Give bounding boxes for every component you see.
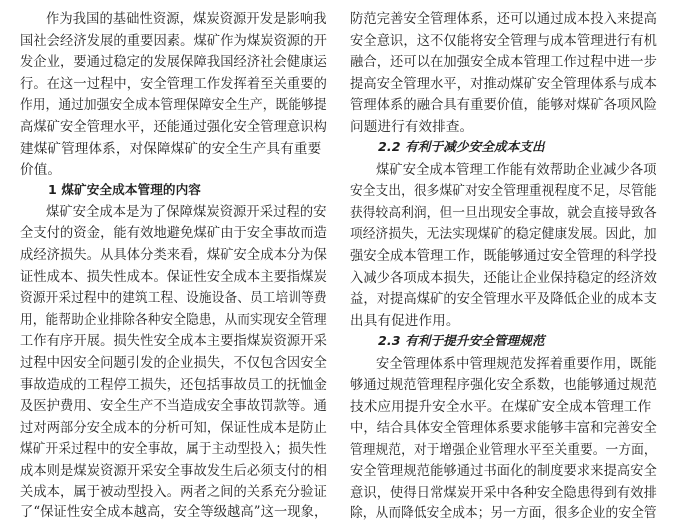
paragraph-line: 过程中因安全问题引发的企业损失，不仅包含因安全	[20, 355, 327, 371]
paragraph-line: 益，对提高煤矿的安全管理水平及降低企业的成本支	[350, 291, 657, 307]
paragraph-line: 融合，还可以在加强安全成本管理工作过程中进一步	[350, 54, 657, 70]
paragraph-line: 全支付的资金，能有效地避免煤矿由于安全事故而造	[20, 225, 327, 241]
paragraph-line: 过对两部分安全成本的分析可知，保证性成本是防止	[20, 420, 327, 436]
section-heading-2-2: 2.2 有利于减少安全成本支出	[378, 139, 545, 154]
paragraph-line: 价值。	[20, 162, 62, 178]
paragraph-line: 入减少各项成本损失，还能让企业保持稳定的经济效	[350, 270, 657, 286]
paragraph-line: 意识，使得日常煤炭开采中各种安全隐患得到有效排	[350, 485, 657, 501]
paragraph-line: 煤矿开采过程中的安全事故，属于主动型投入；损失性	[20, 441, 327, 457]
paragraph-line: 出具有促进作用。	[350, 313, 460, 329]
paragraph-line: 够通过规范管理程序强化安全系数，也能够通过规范	[350, 377, 657, 393]
paragraph-line: 及医护费用、安全生产不当造成安全事故罚款等。通	[20, 398, 327, 414]
paragraph-line: 项经济损失，无法实现煤矿的稳定健康发展。因此，加	[350, 226, 657, 242]
paragraph-line: 安全管理规范能够通过书面化的制度要求来提高安全	[350, 463, 657, 479]
paragraph-line: 管理体系的融合具有重要价值，能够对煤矿各项风险	[350, 97, 657, 113]
paragraph-line: 用，能帮助企业排除各种安全隐患，从而实现安全管理	[20, 312, 327, 328]
paragraph-line: 事故造成的工程停工损失，还包括事故员工的抚恤金	[20, 377, 327, 393]
paragraph-line: 作为我国的基础性资源，煤炭资源开发是影响我	[46, 11, 327, 27]
paragraph-line: 煤矿安全成本是为了保障煤炭资源开采过程的安	[46, 204, 327, 220]
paragraph-line: 成本则是煤炭资源开采安全事故发生后必须支付的相	[20, 463, 327, 479]
paragraph-line: 除，从而降低安全成本；另一方面，很多企业的安全管	[350, 505, 657, 521]
paragraph-line: 安全意识，这不仅能将安全管理与成本管理进行有机	[350, 33, 657, 49]
paragraph-line: 作用，通过加强安全成本管理保障安全生产，既能够提	[20, 97, 327, 113]
paragraph-line: 建煤矿管理体系，对保障煤矿的安全生产具有重要	[20, 141, 322, 157]
paragraph-line: 防范完善安全管理体系，还可以通过成本投入来提高	[350, 11, 657, 27]
paragraph-line: 安全支出，很多煤矿对安全管理重视程度不足，尽管能	[350, 183, 657, 199]
paragraph-line: 了“保证性安全成本越高，安全等级越高”这一现象，	[20, 504, 328, 520]
paragraph-line: 国社会经济发展的重要因素。煤矿作为煤炭资源的开	[20, 33, 327, 49]
paragraph-line: 中，结合具体安全管理体系要求能够丰富和完善安全	[350, 420, 657, 436]
paragraph-line: 管理规范，对于增强企业管理水平至关重要。一方面，	[350, 442, 657, 458]
paragraph-line: 证性成本、损失性成本。保证性安全成本主要指煤炭	[20, 269, 327, 285]
paragraph-line: 安全管理体系中管理规范发挥着重要作用，既能	[376, 356, 657, 372]
paragraph-line: 提高安全管理水平，对推动煤矿安全管理体系与成本	[350, 76, 657, 92]
paragraph-line: 技术应用提升安全水平。在煤矿安全成本管理工作	[350, 399, 652, 415]
paragraph-line: 发企业，要通过稳定的发展保障我国经济社会健康运	[20, 54, 327, 70]
section-heading-1: 1 煤矿安全成本管理的内容	[48, 182, 201, 197]
paragraph-line: 成经济损失。从具体分类来看，煤矿安全成本分为保	[20, 247, 327, 263]
paragraph-line: 强安全成本管理工作，既能够通过安全管理的科学投	[350, 248, 657, 264]
paragraph-line: 资源开采过程中的建筑工程、设施设备、员工培训等费	[20, 290, 327, 306]
paragraph-line: 关成本，属于被动型投入。两者之间的关系充分验证	[20, 484, 327, 500]
paragraph-line: 获得较高利润，但一旦出现安全事故，就会直接导致各	[350, 205, 657, 221]
paragraph-line: 煤矿安全成本管理工作能有效帮助企业减少各项	[376, 162, 657, 178]
section-heading-2-3: 2.3 有利于提升安全管理规范	[378, 333, 545, 348]
paragraph-line: 高煤矿安全管理水平，还能通过强化安全管理意识构	[20, 119, 327, 135]
paragraph-line: 行。在这一过程中，安全管理工作发挥着至关重要的	[20, 76, 327, 92]
paragraph-line: 工作有序开展。损失性安全成本主要指煤炭资源开采	[20, 333, 327, 349]
paragraph-line: 问题进行有效排查。	[350, 119, 474, 135]
